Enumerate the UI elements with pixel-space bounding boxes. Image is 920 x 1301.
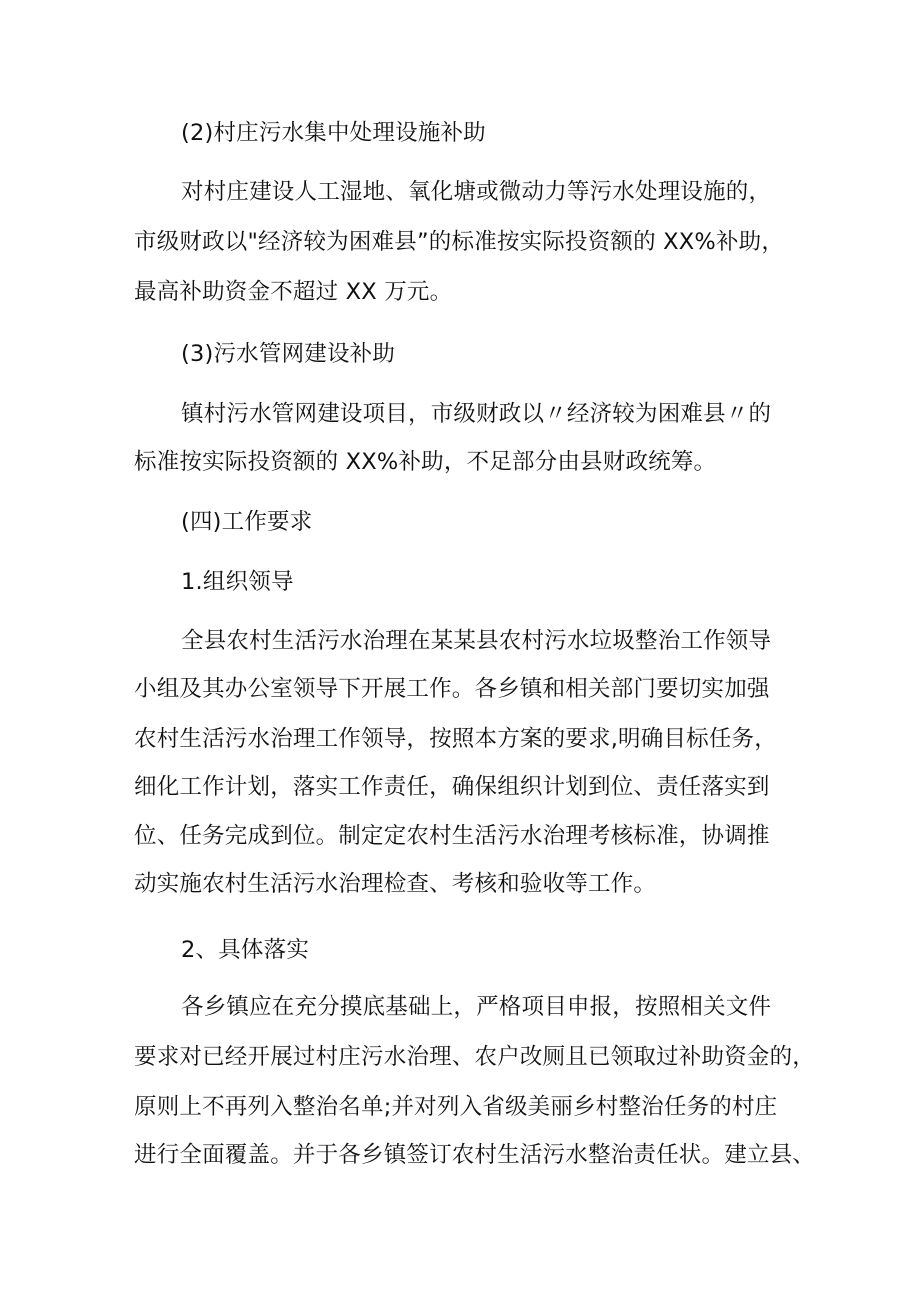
paragraph-line: 市级财政以"经济较为困难县”的标准按实际投资额的 XX%补助， xyxy=(134,229,785,255)
item-heading-implementation: 2、具体落实 xyxy=(181,937,310,963)
paragraph-line: 原则上不再列入整治名单;并对列入省级美丽乡村整治任务的村庄 xyxy=(134,1094,778,1120)
paragraph-line: 农村生活污水治理工作领导，按照本方案的要求,明确目标任务， xyxy=(134,726,777,752)
paragraph-line: 细化工作计划，落实工作责任，确保组织计划到位、责任落实到 xyxy=(134,774,770,800)
paragraph-line: 位、任务完成到位。制定定农村生活污水治理考核标准，协调推 xyxy=(134,823,770,849)
paragraph-line: 标准按实际投资额的 XX%补助，不足部分由县财政统筹。 xyxy=(134,449,717,475)
paragraph-line: 动实施农村生活污水治理检查、考核和验收等工作。 xyxy=(134,871,657,897)
paragraph-line: 各乡镇应在充分摸底基础上，严格项目申报，按照相关文件 xyxy=(181,994,772,1020)
paragraph-line: 对村庄建设人工湿地、氧化塘或微动力等污水处理设施的， xyxy=(181,179,772,205)
paragraph-line: 全县农村生活污水治理在某某县农村污水垃圾整治工作领导 xyxy=(181,628,772,654)
paragraph-line: 镇村污水管网建设项目，市级财政以〃经济较为困难县〃的 xyxy=(181,401,772,427)
heading-village-sewage-facility-subsidy: (2)村庄污水集中处理设施补助 xyxy=(181,120,486,146)
heading-sewage-pipe-network-subsidy: (3)污水管网建设补助 xyxy=(181,341,396,367)
paragraph-line: 小组及其办公室领导下开展工作。各乡镇和相关部门要切实加强 xyxy=(134,676,770,702)
paragraph-line: 要求对已经开展过村庄污水治理、农户改厕且已领取过补助资金的， xyxy=(134,1044,816,1070)
paragraph-line: 进行全面覆盖。并于各乡镇签订农村生活污水整治责任状。建立县、 xyxy=(134,1142,816,1168)
section-heading-work-requirements: (四)工作要求 xyxy=(181,509,313,535)
item-heading-organization-leadership: 1.组织领导 xyxy=(181,569,294,595)
paragraph-line: 最高补助资金不超过 XX 万元。 xyxy=(134,279,453,305)
